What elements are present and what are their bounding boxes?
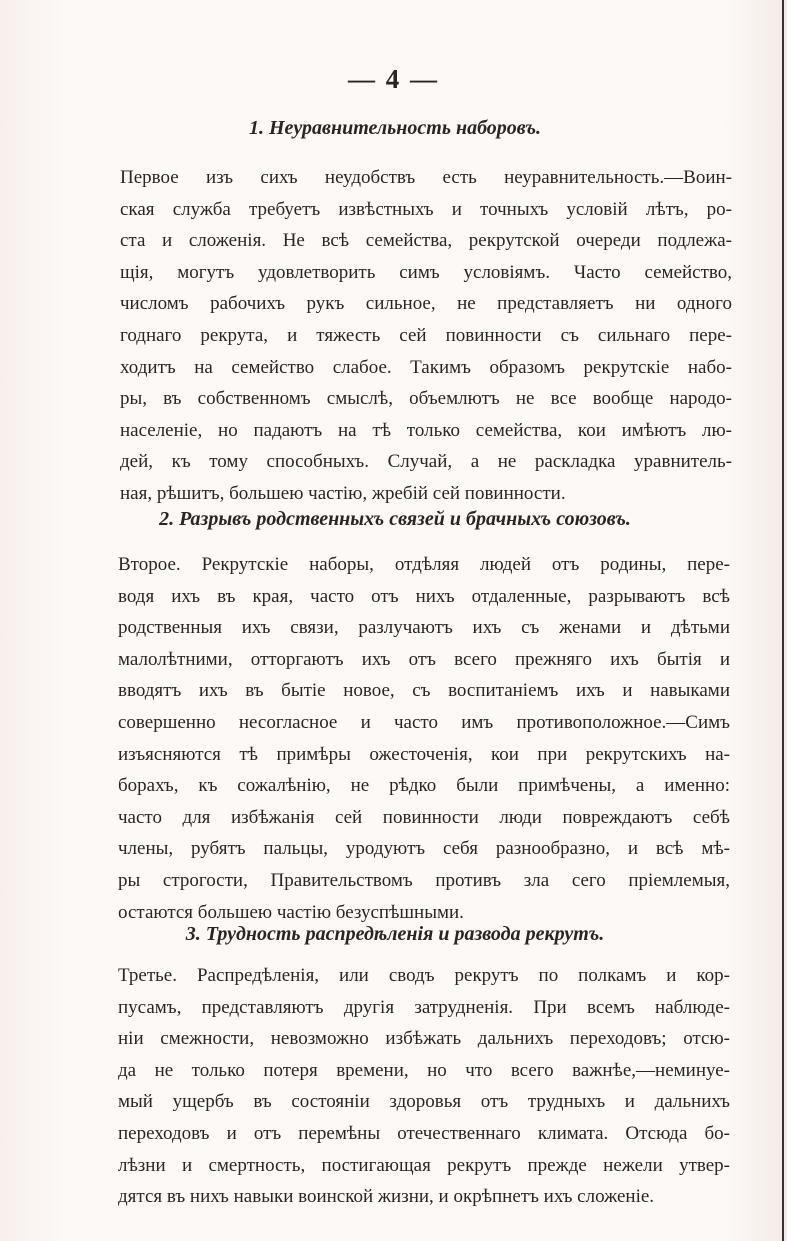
text-line: да не только потеря времени, но что всего важнѣе,—неминуе- xyxy=(118,1059,730,1081)
section-1-heading: 1. Неуравнительность наборовъ. xyxy=(249,117,541,139)
text-line: ская служба требуетъ извѣстныхъ и точныхъ условій лѣтъ, ро- xyxy=(120,198,732,220)
text-line: пусамъ, представляютъ другія затрудненія. При всемъ наблюде- xyxy=(118,996,730,1018)
text-line: щія, могутъ удовлетворить симъ условіямъ. Часто семейство, xyxy=(120,261,732,283)
text-line: ста и сложенія. Не всѣ семейства, рекрутской очереди подлежа- xyxy=(120,230,732,252)
text-line: лѣзни и смертность, постигающая рекрутъ прежде нежели утвер- xyxy=(118,1154,730,1176)
text-line: совершенно несогласное и часто имъ противоположное.—Симъ xyxy=(118,711,730,733)
text-line: борахъ, къ сожалѣнію, не рѣдко были примѣчены, а именно: xyxy=(118,775,730,797)
text-line: ная, рѣшитъ, большею частію, жребій сей повинности. xyxy=(120,482,566,504)
section-3-paragraph xyxy=(118,960,730,1213)
text-line: ры строгости, Правительствомъ противъ зла сего пріемлемыя, xyxy=(118,869,730,891)
section-2-paragraph xyxy=(118,549,730,928)
text-line: члены, рубятъ пальцы, уродуютъ себя разнообразно, и всѣ мѣ- xyxy=(118,838,730,860)
text-line: ходитъ на семейство слабое. Такимъ образомъ рекрутскіе набо- xyxy=(120,356,732,378)
text-line: ры, въ собственномъ смыслѣ, объемлютъ не все вообще народо- xyxy=(120,388,732,410)
text-line: населеніе, но падаютъ на тѣ только семейства, кои имѣютъ лю- xyxy=(120,419,732,441)
section-3-heading: 3. Трудность распредѣленія и развода рекрутъ. xyxy=(185,923,605,945)
text-line: годнаго рекрута, и тяжесть сей повинности съ сильнаго пере- xyxy=(120,324,732,346)
section-2-heading: 2. Разрывъ родственныхъ связей и брачныхъ союзовъ. xyxy=(159,508,631,530)
text-line: вводятъ ихъ въ бытіе новое, съ воспитаніемъ ихъ и навыками xyxy=(118,680,730,702)
text-line: родственныя ихъ связи, разлучаютъ ихъ съ женами и дѣтьми xyxy=(118,617,730,639)
text-line: водя ихъ въ края, часто отъ нихъ отдаленные, разрываютъ всѣ xyxy=(118,585,730,607)
text-line: часто для избѣжанія сей повинности люди повреждаютъ себѣ xyxy=(118,806,730,828)
text-line: остаются большею частію безуспѣшными. xyxy=(118,901,464,923)
text-line: изъясняются тѣ примѣры ожесточенія, кои при рекрутскихъ на- xyxy=(118,743,730,765)
text-line: Первое изъ сихъ неудобствъ есть неуравнительность.—Воин- xyxy=(120,167,732,188)
text-line: ніи смежности, невозможно избѣжать дальнихъ переходовъ; отсю- xyxy=(118,1028,730,1050)
text-line: малолѣтними, отторгаютъ ихъ отъ всего прежняго ихъ бытія и xyxy=(118,648,730,670)
text-line: дей, къ тому способныхъ. Случай, а не раскладка уравнитель- xyxy=(120,451,732,473)
text-line: дятся въ нихъ навыки воинской жизни, и окрѣпнетъ ихъ сложеніе. xyxy=(118,1186,655,1208)
text-line: переходовъ и отъ перемѣны отечественнаго климата. Отсюда бо- xyxy=(118,1122,730,1144)
section-1-paragraph xyxy=(120,162,732,510)
page-number: — 4 — xyxy=(348,64,439,94)
text-line: Третье. Распредѣленія, или сводъ рекрутъ по полкамъ и кор- xyxy=(118,965,730,986)
text-line: мый ущербъ въ состояніи здоровья отъ трудныхъ и дальнихъ xyxy=(118,1091,730,1113)
text-line: Второе. Рекрутскіе наборы, отдѣляя людей отъ родины, пере- xyxy=(118,554,730,575)
text-line: числомъ рабочихъ рукъ сильное, не представляетъ ни одного xyxy=(120,293,732,315)
page-edge xyxy=(782,0,784,1241)
